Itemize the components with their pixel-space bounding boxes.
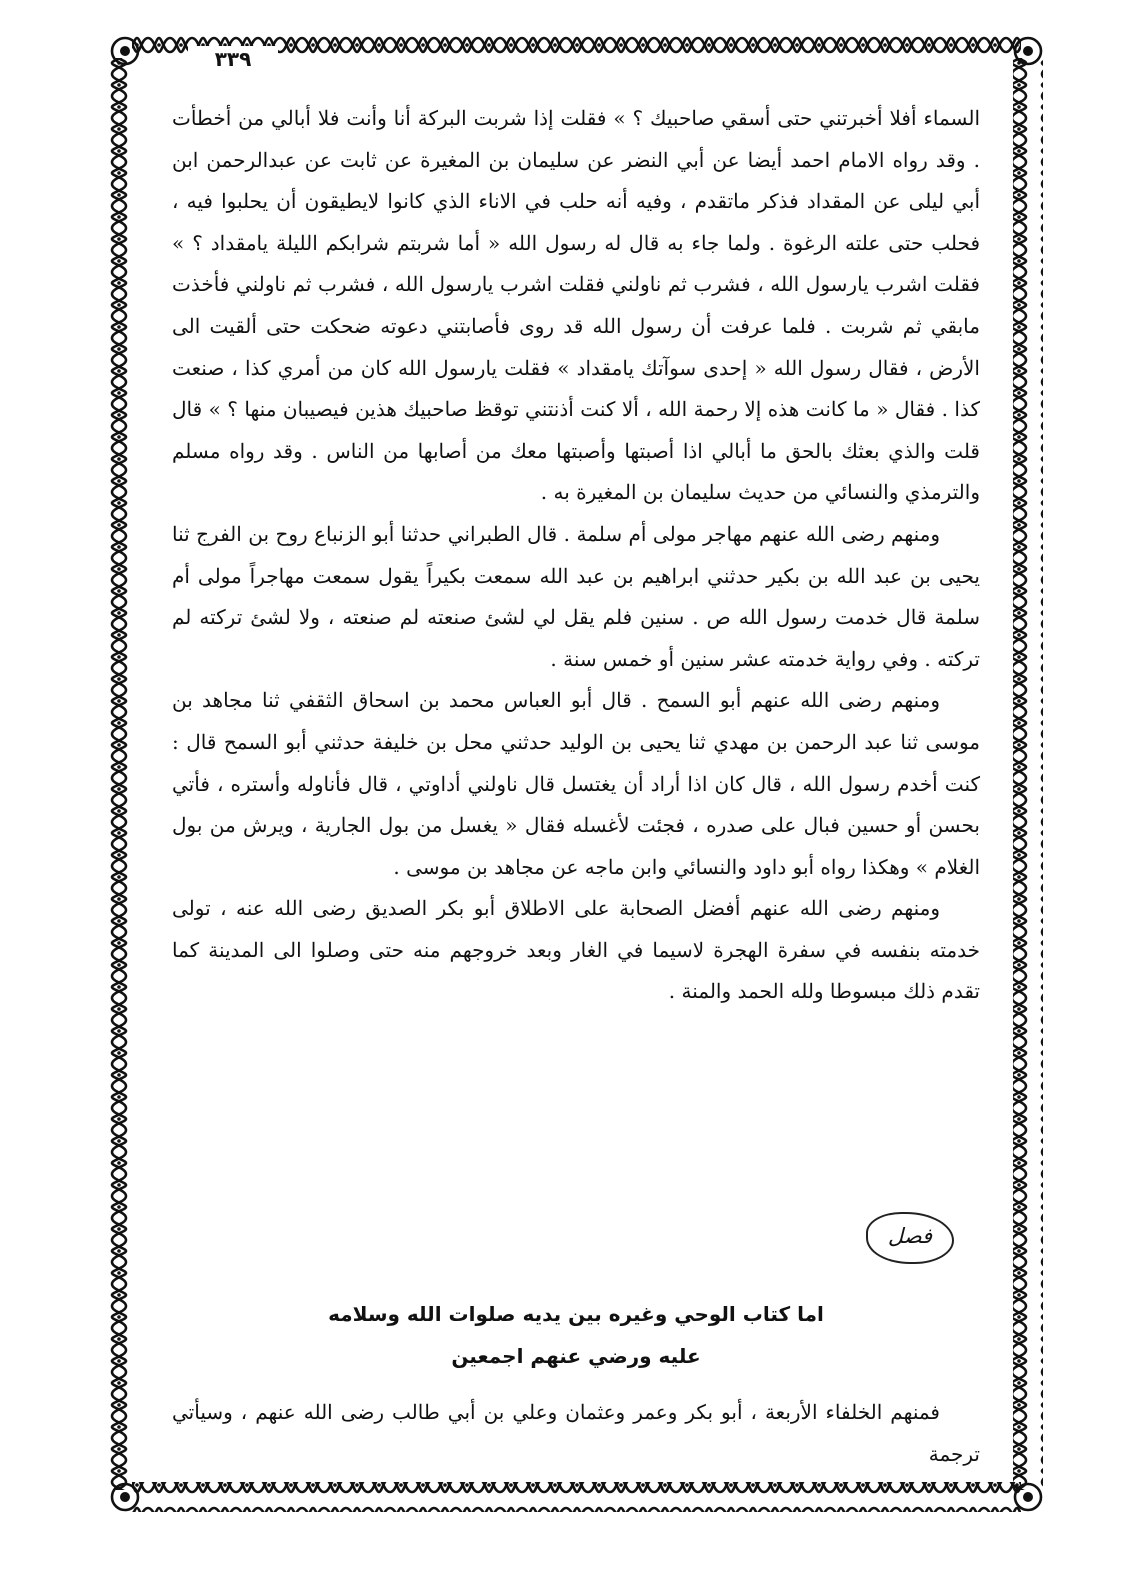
paragraph-miqdad: السماء أفلا أخبرتني حتى أسقي صاحبيك ؟ » فقلت إذا شربت البركة أنا وأنت فلا أبالي من أخطأت . وقد رواه الامام احمد أيضا عن أبي النضر عن سليمان بن المغيرة عن ثابت عن عبدالرحمن ابن أبي ليلى عن المقداد فذكر ماتقدم ، وفيه أنه حلب في الاناء الذي كانوا لايطيقون أن يحلبوا فيه ، فحلب حتى علته الرغوة . ولما جاء به قال له رسول الله « أما شربتم شرابكم الليلة يامقداد ؟ » فقلت اشرب يارسول الله ، فشرب ثم ناولني فقلت اشرب يارسول الله ، فشرب ثم ناولني فأخذت مابقي ثم شربت . فلما عرفت أن رسول الله قد روى فأصابتني دعوته ضحكت حتى ألقيت الى الأرض ، فقال رسول الله « إحدى سوآتك يامقداد » فقلت يارسول الله كان من أمري كذا ، صنعت كذا . فقال « ما كانت هذه إلا رحمة الله ، ألا كنت أذنتني توقظ صاحبيك هذين فيصيبان منها ؟ » قال قلت والذي بعثك بالحق ما أبالي اذا أصبتها وأصبتها معك من أصابها من الناس . وقد رواه مسلم والترمذي والنسائي من حديث سليمان بن المغيرة به .: [172, 106, 980, 505]
paragraph-abu-al-samh: ومنهم رضى الله عنهم أبو السمح . قال أبو العباس محمد بن اسحاق الثقفي ثنا مجاهد بن موسى ثنا عبد الرحمن بن مهدي ثنا يحيى بن الوليد حدثني محل بن خليفة حدثني أبو السمح قال : كنت أخدم رسول الله ، قال كان اذا أراد أن يغتسل قال ناولني أداوتي ، قال فأناوله وأستره ، فأتي بحسن أو حسين فبال على صدره ، فجئت لأغسله فقال « يغسل من بول الجارية ، ويرش من بول الغلام » وهكذا رواه أبو داود والنسائي وابن ماجه عن مجاهد بن موسى .: [172, 688, 980, 879]
section-heading: [172, 1293, 980, 1377]
section-heading-line-1: اما كتاب الوحي وغيره بين يديه صلوات الله وسلامه: [328, 1302, 824, 1326]
section-ornament: فصل: [866, 1212, 954, 1264]
main-text: [172, 98, 980, 1013]
paragraph-muhajir: ومنهم رضى الله عنهم مهاجر مولى أم سلمة . قال الطبراني حدثنا أبو الزنباع روح بن الفرج ثنا يحيى بن عبد الله بن بكير حدثني ابراهيم بن عبد الله سمعت بكيراً يقول سمعت مهاجراً مولى أم سلمة قال خدمت رسول الله ص . سنين فلم يقل لي لشئ صنعته لم صنعته ، ولا لشئ تركته لم تركته . وفي رواية خدمته عشر سنين أو خمس سنة .: [172, 521, 981, 671]
section-heading-line-2: عليه ورضي عنهم اجمعين: [451, 1344, 701, 1368]
paragraph-abu-bakr: ومنهم رضى الله عنهم أفضل الصحابة على الاطلاق أبو بكر الصديق رضى الله عنه ، تولى خدمته بنفسه في سفرة الهجرة لاسيما في الغار وبعد خروجهم منه حتى وصلوا الى المدينة كما تقدم ذلك مبسوطا ولله الحمد والمنة .: [172, 896, 980, 1004]
section-body: فمنهم الخلفاء الأربعة ، أبو بكر وعمر وعثمان وعلي بن أبي طالب رضى الله عنهم ، وسيأتي ترجمة: [172, 1400, 980, 1466]
page-number: ٣٣٩: [188, 46, 278, 72]
